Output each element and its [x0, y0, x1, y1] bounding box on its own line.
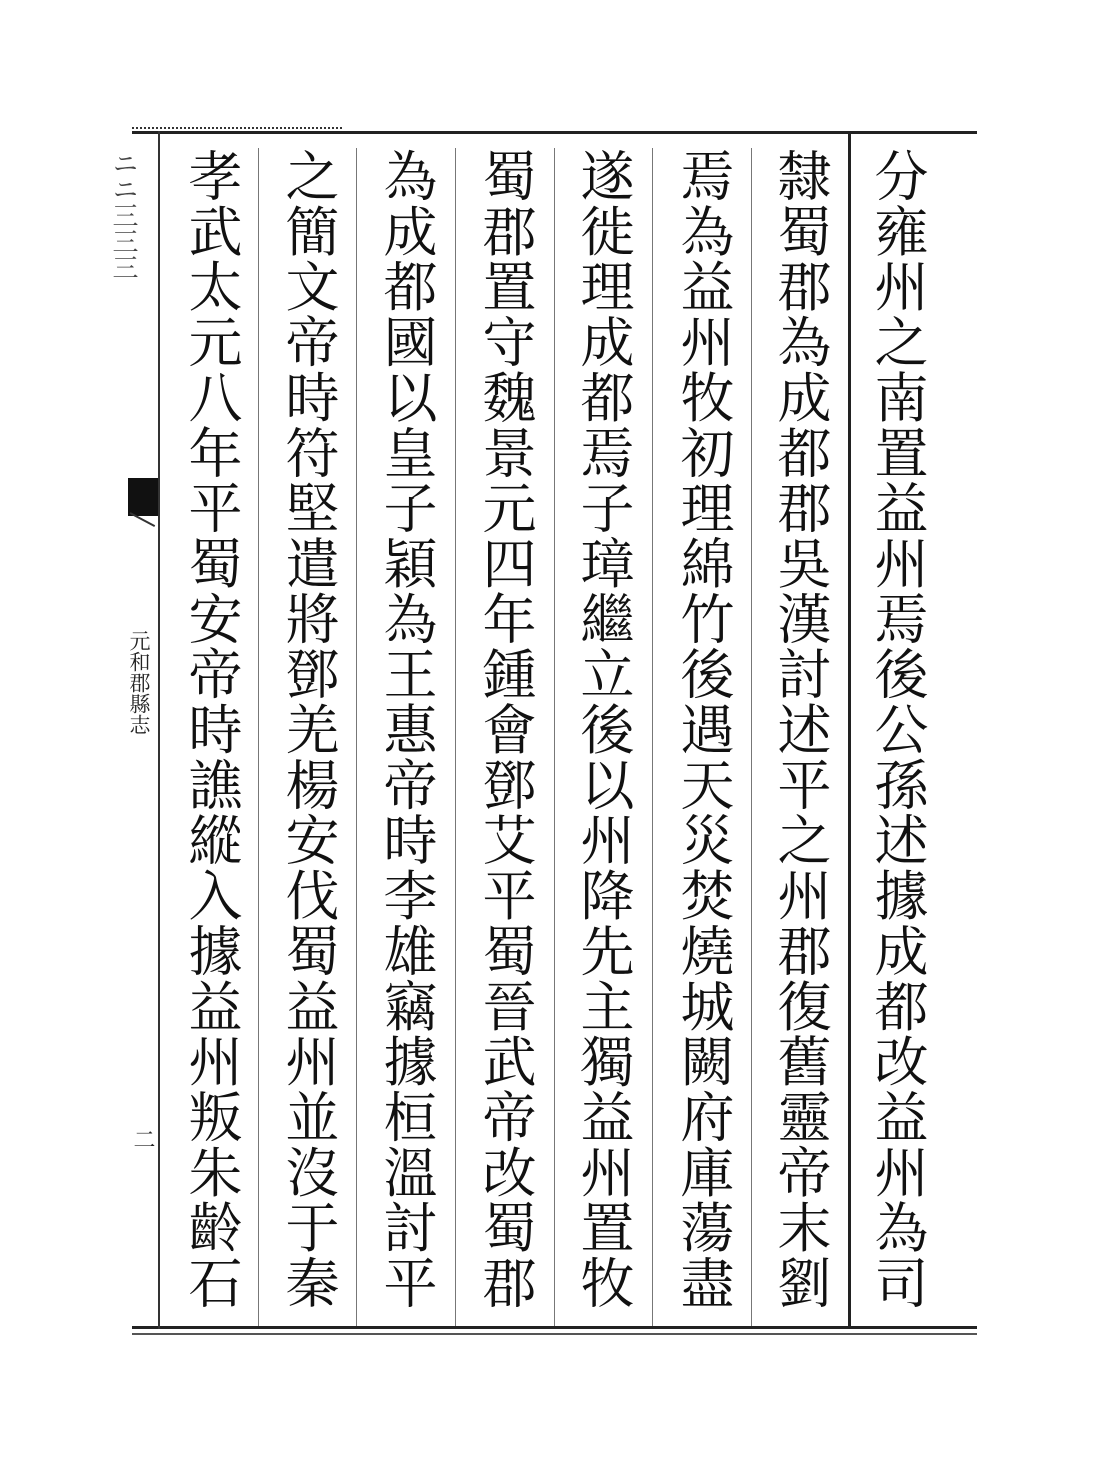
text-column-7: 之簡文帝時符堅遣將鄧羌楊安伐蜀益州並沒于秦: [277, 148, 340, 1311]
column-divider: [455, 148, 456, 1326]
column-divider: [652, 148, 653, 1326]
column-divider: [554, 148, 555, 1326]
column-divider: [356, 148, 357, 1326]
left-border-rule: [158, 131, 160, 1329]
text-column-1: 分雍州之南置益州焉後公孫述據成都改益州為司: [866, 148, 929, 1311]
text-column-8: 孝武太元八年平蜀安帝時譙縱入據益州叛朱齡石: [180, 148, 243, 1311]
text-column-5: 蜀郡置守魏景元四年鍾會鄧艾平蜀晉武帝改蜀郡: [474, 148, 537, 1311]
fishtail-block: [128, 478, 158, 516]
margin-glyph-strip: ニニ三三三: [108, 150, 138, 280]
leaf-number: 二: [130, 1128, 155, 1150]
text-column-3: 焉為益州牧初理綿竹後遇天災焚燒城闕府庫蕩盡: [672, 148, 735, 1311]
column-divider: [751, 148, 752, 1326]
bottom-border-inner-rule: [132, 1333, 977, 1335]
column-divider: [258, 148, 259, 1326]
text-column-2: 隸蜀郡為成都郡吳漢討述平之州郡復舊靈帝末劉: [769, 148, 832, 1311]
text-column-4: 遂徙理成都焉子璋繼立後以州降先主獨益州置牧: [572, 148, 635, 1311]
text-column-6: 為成都國以皇子穎為王惠帝時李雄竊據桓溫討平: [375, 148, 438, 1311]
right-border-rule: [848, 131, 851, 1329]
book-title: 元和郡縣志: [127, 630, 151, 735]
